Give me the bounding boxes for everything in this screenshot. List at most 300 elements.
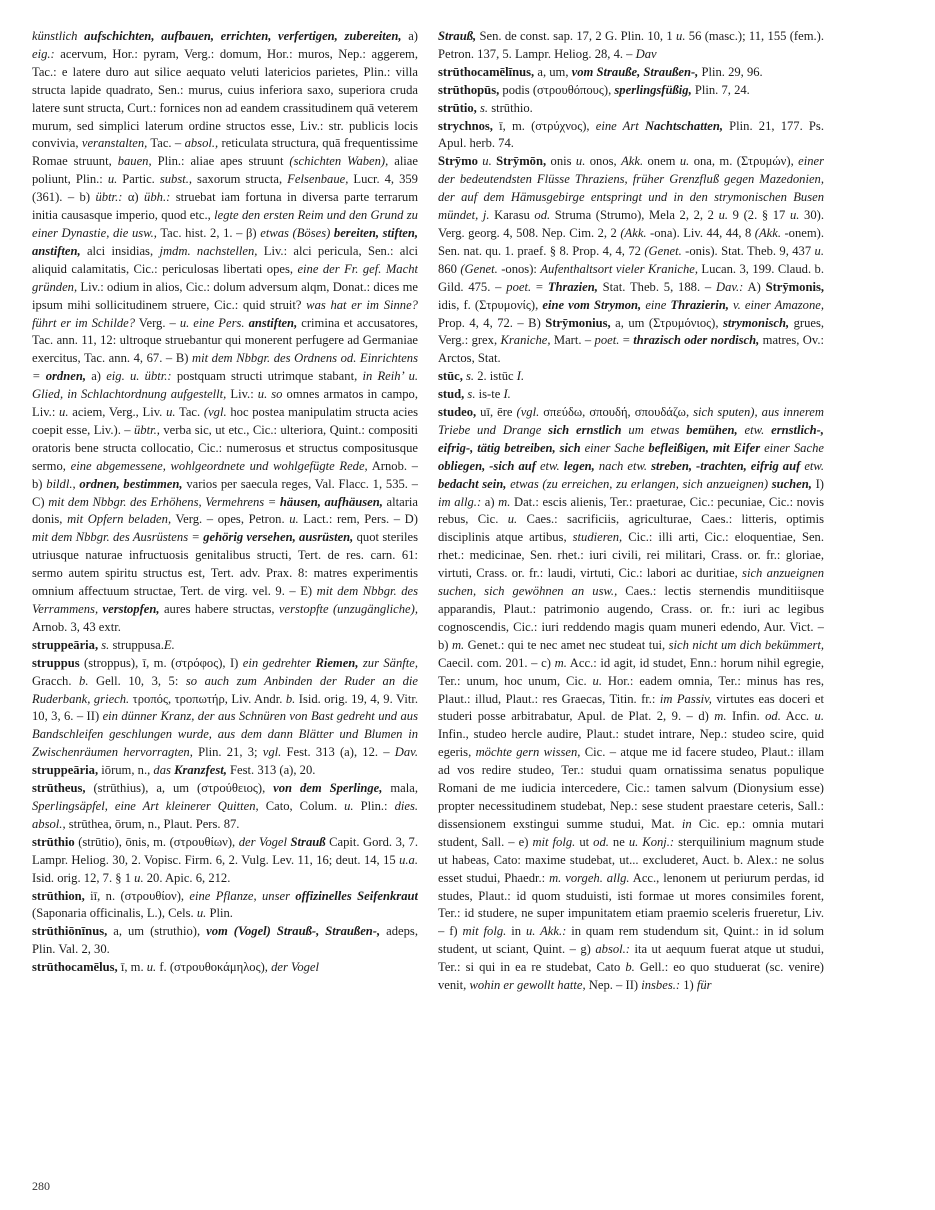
entry-text: Arnob. 3, 43 extr. — [32, 619, 121, 634]
entry-italic-text: m. — [714, 709, 727, 724]
entry-italic-text: u. — [134, 870, 144, 885]
entry-text: Verg. – — [135, 315, 180, 330]
entry-emphasis-text: strūtheus, — [32, 781, 86, 796]
entry-text: Lucan. 3, 199. Claud. b. Gild. 475. – — [438, 261, 824, 294]
entry-text: idis, f. (Στρυμονίς), — [438, 297, 543, 312]
entry-italic-text: u. — [289, 512, 299, 527]
entry-italic-text: u. — [482, 154, 492, 169]
entry-italic-text: s. — [467, 387, 476, 402]
entry-italic-text: u. — [507, 512, 518, 527]
entry-text: = — [619, 333, 634, 348]
entry-italic-text: u. — [146, 960, 157, 975]
entry-italic-text: im allg.: — [438, 494, 482, 509]
entry-text: Fest. 313 (a), 20. — [226, 763, 316, 778]
entry-italic-text: etw. — [539, 458, 560, 473]
entry-italic-text: nach etw. — [598, 458, 648, 473]
entry-italic-text: etwas (zu erreichen, zu erlangen, sich anzueignen) — [510, 476, 769, 491]
entry-italic-text: legte den ersten Reim und den Grund zu einer Dynastie, die usw., — [32, 208, 418, 240]
entry-italic-text: eine abgemessene, wohlgeordnete und wohlgefügte Rede, — [70, 458, 368, 473]
entry-emphasis-text: Strȳmōn, — [496, 154, 547, 169]
entry-emphasis-text: obliegen, -sich auf — [438, 458, 536, 473]
entry-text: Gell.: eo quo studuerat (sc. venire) venit, — [438, 960, 824, 993]
entry-italic-text: od. — [765, 709, 781, 724]
entry-emphasis-text: strūthion, — [32, 888, 85, 903]
entry-italic-text: eine Art — [595, 118, 639, 133]
entry-text: 20. Apic. 6, 212. — [143, 870, 231, 885]
entry-text: Liv.: alci pericula, Sen.: alci aliquid calamitatis, Cic.: periculosas libertati opes, — [32, 243, 418, 276]
entry-text: Tac. – — [147, 136, 185, 151]
entry-text: Lact.: rem, Pers. – D) — [298, 512, 418, 527]
entry-emphasis-text: eine vom Strymon, — [542, 297, 642, 312]
entry-text: A) — [743, 279, 766, 294]
entry-italic-text: absol.: — [595, 942, 630, 957]
entry-italic-text: u. — [679, 154, 690, 169]
entry-text: Liv.: odium in alios, Cic.: dolum adversum alqm, Donat.: dices me ipsum mihi sollicitudinem struere, Cic.: quid struit? — [32, 279, 418, 312]
entry-text: Caecil. com. 201. – c) — [438, 655, 555, 670]
entry-italic-text: u. — [166, 405, 176, 420]
entry-text: -onos): — [497, 261, 541, 276]
right-column — [438, 28, 824, 1172]
entry-text: Lucr. 4, 359 (361). – b) — [32, 172, 418, 205]
entry-italic-text: einer Sache — [764, 440, 824, 455]
entry-text: Caes.: sacrificiis, agriculturae, Caes.: litteris, optimis disciplinis atque artibus, — [438, 512, 824, 545]
entry-italic-text: s. — [101, 637, 110, 652]
entry-italic-text: u. — [575, 154, 586, 169]
entry-italic-text: so auch zum Anbinden der Ruder an die Ruderbank, griech. — [32, 673, 418, 706]
entry-italic-text: bildl., — [46, 476, 76, 491]
entry-text: a) — [481, 494, 499, 509]
dictionary-entry — [32, 959, 418, 977]
dictionary-entry — [32, 923, 418, 959]
entry-italic-text: absol., — [184, 136, 219, 151]
dictionary-entry — [32, 637, 418, 655]
entry-italic-text: Dav — [635, 46, 657, 61]
entry-text: Caes.: lectis sternendis munditiisque apparandis, Plaut.: patrimonio augendo, Crass. or. fr.: iuri ac legibus cognoscendis, Cic.: iuri reddendo magis quam muneri edendo, Aur. Vict. – b) — [438, 584, 824, 652]
entry-italic-text: u. — [789, 208, 800, 223]
entry-text: ut — [575, 834, 594, 849]
entry-text: σπεύδω, σπουδή, σπουδάζω, — [539, 405, 694, 420]
dictionary-entry — [438, 64, 824, 82]
entry-italic-text: eine der Fr. gef. Macht gründen, — [32, 261, 418, 294]
entry-emphasis-text: Kranzfest, — [174, 763, 227, 778]
entry-italic-text: sich anzueignen suchen, sich gewöhnen an usw., — [438, 566, 824, 599]
entry-italic-text: m. vorgeh. allg. — [549, 870, 630, 885]
entry-italic-text: E. — [163, 637, 175, 652]
entry-italic-text: m. — [498, 494, 511, 509]
dictionary-entry — [438, 404, 824, 995]
entry-italic-text: etw. — [804, 458, 824, 473]
entry-text: Tac. — [175, 405, 204, 420]
entry-text: Gracch. — [32, 673, 80, 688]
entry-text: varios per saecula reges, Val. Flacc. 1, 535. – C) — [32, 476, 418, 509]
entry-text: ona, m. (Στρυμών), — [689, 154, 799, 169]
entry-italic-text: etwas (Böses) — [260, 225, 331, 240]
entry-text: Tac. hist. 2, 1. – β) — [156, 225, 261, 240]
entry-emphasis-text: stūc, — [438, 369, 463, 384]
entry-italic-text: Akk. — [621, 154, 644, 169]
entry-italic-text: Dav.: — [715, 279, 744, 294]
entry-text: quot steriles utriusque naturae infructuosis genitalibus structi, Tert. de res. carn. 61: sermo autem spiritu structus est, Tert. adv. Prax. 8: matres experimentis omnium affectuum structae, Tert. de virg. vel. 9. – E) — [32, 530, 418, 599]
entry-emphasis-text: ernstlich-, eifrig-, tätig betreiben, sich — [438, 422, 824, 455]
entry-text: mala, — [382, 781, 418, 796]
entry-text: Acc.: id agit, id studet, Enn.: horum nihil egregie, Ter.: unum, hoc unum, Cic. — [438, 655, 824, 688]
entry-emphasis-text: aufschichten, aufbauen, errichten, verfertigen, zubereiten, — [84, 29, 402, 43]
entry-emphasis-text: bedacht sein, — [438, 476, 507, 491]
entry-italic-text: mit dem Nbbgr. des Ausrüstens = — [32, 530, 200, 545]
entry-text: onem — [643, 154, 680, 169]
entry-italic-text: u. — [718, 208, 729, 223]
entry-italic-text: u. eine Pers. — [179, 315, 245, 330]
entry-text: matres, Ov.: Arctos, Stat. — [438, 333, 824, 366]
entry-text: Capit. Gord. 3, 7. Lampr. Heliog. 30, 2. Vopisc. Firm. 6, 2. Vulg. Lev. 11, 16; deut. 14, 15 — [32, 834, 418, 867]
dictionary-entry — [438, 368, 824, 386]
entry-text: Gell. 10, 3, 5: — [88, 673, 186, 688]
entry-italic-text: eig. u. übtr.: — [106, 369, 172, 384]
entry-emphasis-text: strūtio, — [438, 100, 477, 115]
entry-italic-text: wohin er gewollt hatte, — [469, 978, 586, 993]
entry-italic-text: u. — [592, 673, 602, 688]
dictionary-entry — [438, 28, 824, 64]
entry-emphasis-text: strūthocamēlīnus, — [438, 64, 535, 79]
entry-text: iōrum, n., — [98, 763, 154, 778]
entry-italic-text: (Akk. — [754, 225, 781, 240]
entry-italic-text: Felsenbaue, — [287, 172, 349, 187]
entry-italic-text: m. — [451, 637, 465, 652]
dictionary-entry — [438, 118, 824, 154]
entry-emphasis-text: Strauß — [290, 834, 326, 849]
entry-italic-text: s. — [466, 369, 475, 384]
entry-text: -ona). Liv. 44, 44, 8 — [646, 225, 755, 240]
entry-italic-text: was hat er im Sinne? führt er im Schilde? — [32, 297, 418, 330]
entry-italic-text: u. — [814, 243, 824, 258]
entry-text: Prop. 4, 4, 72. – B) — [438, 315, 546, 330]
entry-text: Genet.: qui te nec amet nec studeat tui, — [464, 637, 669, 652]
entry-italic-text: u. — [196, 906, 207, 921]
entry-italic-text: (Genet. — [460, 261, 498, 276]
entry-text: Acc. — [780, 709, 815, 724]
entry-italic-text: (vgl. — [203, 405, 227, 420]
entry-italic-text: bauen, — [117, 154, 152, 169]
entry-emphasis-text: Thrazierin, — [670, 297, 729, 312]
entry-text: hoc postea manipulatim structa acies coepit esse, Liv.). – — [32, 405, 418, 437]
entry-italic-text: od. — [534, 208, 551, 223]
entry-text: Struma (Strumo), Mela 2, 2, 2 — [550, 208, 719, 223]
entry-emphasis-text: strymonisch, — [722, 315, 790, 330]
entry-text: Arnob. – b) — [32, 458, 418, 491]
entry-italic-text: b. — [625, 960, 635, 975]
entry-text: Karasu — [489, 208, 535, 223]
entry-italic-text: poet. — [594, 333, 620, 348]
entry-emphasis-text: vom (Vogel) Strauß-, Straußen-, — [206, 924, 381, 939]
entry-italic-text: im Passiv, — [659, 691, 712, 706]
entry-italic-text: eine — [645, 297, 667, 312]
entry-text: (Saponaria officinalis, L.), Cels. — [32, 906, 197, 921]
entry-italic-text: sich sputen), aus innerem Triebe und Drange — [438, 405, 824, 437]
entry-text: Infin. — [726, 709, 766, 724]
entry-italic-text: (Akk. — [620, 225, 647, 240]
entry-italic-text: um etwas — [628, 422, 680, 437]
entry-emphasis-text: Nachtschatten, — [644, 118, 723, 133]
entry-text: 9 (2. § 17 — [728, 208, 790, 223]
entry-text: omnes armatos in campo, Liv.: — [32, 387, 418, 420]
entry-text: strūthea, ōrum, n., Plaut. Pers. 87. — [65, 816, 240, 831]
entry-emphasis-text: verstopfen, — [102, 602, 160, 616]
entry-text: a, um (struthio), — [107, 924, 207, 939]
entry-text: reticulata structura, quā frequentissime Romae struunt, — [32, 136, 418, 169]
entry-text: Plin. 29, 96. — [698, 64, 763, 79]
entry-italic-text: Dav. — [394, 745, 418, 760]
entry-italic-text: v. einer Amazone, — [733, 297, 824, 312]
entry-italic-text: mit folg. — [532, 834, 576, 849]
entry-text: α) — [122, 190, 145, 205]
entry-italic-text: od. — [593, 834, 609, 849]
entry-text: verba sic, ut etc., Cic.: ulteriora, Quint.: compositi oratoris bene structa collocatio, Cic.: numerosus et structus compositusque sermo, — [32, 422, 418, 473]
entry-italic-text: subst., — [159, 172, 193, 187]
entry-text: in quam rem studendum sit, Quint.: in id solum student, ut sciant, Quint. – g) — [438, 924, 824, 957]
entry-text: 1) — [680, 978, 697, 993]
entry-italic-text: das — [153, 763, 171, 778]
entry-emphasis-text: Strauß, — [438, 29, 477, 43]
entry-text: onos, — [585, 154, 622, 169]
entry-text: Stat. Theb. 5, 188. – — [597, 279, 716, 294]
entry-emphasis-text: strychnos, — [438, 118, 493, 133]
entry-text: sterquilinium magnum stude ut habeas, Cato: maxime studebat, ut... excluderet, Auct. b. Alex.: ne solus esset studui, Phaedr.: — [438, 834, 824, 885]
entry-text: a, um (Στρυμόνιος), — [610, 315, 723, 330]
dictionary-entry — [32, 28, 418, 637]
entry-emphasis-text: Strȳmonius, — [545, 315, 611, 330]
entry-text: ita ut aequum fuerat atque ut studui, Ter.: si qui in ea re studebat, Cato — [438, 942, 824, 975]
dictionary-entry — [438, 153, 824, 368]
entry-emphasis-text: bereiten, stiften, anstiften, — [32, 225, 418, 258]
entry-emphasis-text: struppus — [32, 655, 80, 670]
entry-text: Infin., studeo hercle audire, Plaut.: studet intrare, Nep.: studeo scire, quid egeris, — [438, 727, 824, 760]
entry-text: (strūthius), a, um (στρούθειος), — [85, 781, 274, 796]
entry-italic-text: u. — [59, 405, 69, 420]
entry-italic-text: (vgl. — [516, 405, 540, 420]
entry-text: in — [506, 924, 526, 939]
entry-text: Cic. ep.: omnia mutari student, Sall. – e) — [438, 816, 824, 849]
entry-text: grues, Verg.: grex, — [438, 315, 824, 348]
entry-italic-text: b. — [79, 673, 89, 688]
entry-italic-text: einer Sache — [584, 440, 645, 455]
entry-text: aures habere structas, — [159, 602, 279, 616]
entry-text: Fest. 313 (a), 12. – — [281, 745, 395, 760]
entry-text: Cic. – atque me id facere studeo, Plaut.: illam ad vos redire studeo, Ter.: studui quam ornatissima senatus populique Romani de me iudicia intercedere, Cic.: tamen salvum (Dionysium esse) propter necessitudinem studebat, Nep.: sese student praestare ceteris, Sall.: dissensionem exstingui summe studui, Mat. — [438, 745, 824, 831]
entry-italic-text: (Genet. — [644, 243, 682, 258]
entry-text: 56 (masc.); 11, 155 (fem.). Petron. 137, 5. Lampr. Heliog. 28, 4. – — [438, 29, 824, 61]
entry-italic-text: veranstalten, — [81, 136, 148, 151]
entry-text: Partic. — [117, 172, 160, 187]
entry-italic-text: u. — [814, 709, 824, 724]
entry-italic-text: in Reih’ u. Glied, in Schlachtordnung aufgestellt, — [32, 369, 418, 402]
entry-text: postquam structi utrimque stabant, — [171, 369, 363, 384]
entry-text: Cic.: illi arti, Cic.: eloquentiae, Sen. rhet.: medicinae, Sen. rhet.: iuri civili, rei militari, Crass. or. fr.: gloriae, virtuti, Crass. or. fr.: laudi, virtuti, Cic.: labori ac duritiae, — [438, 530, 824, 581]
dictionary-entry — [32, 834, 418, 888]
entry-italic-text: verstopfte (unzugängliche), — [278, 602, 418, 616]
left-column — [32, 28, 418, 1172]
entry-italic-text: Aufenthaltsort vieler Kraniche, — [540, 261, 698, 276]
entry-italic-text: vgl. — [262, 745, 282, 760]
entry-emphasis-text: sich ernstlich — [548, 422, 622, 437]
entry-italic-text: u. — [344, 798, 354, 813]
entry-emphasis-text: bemühen, — [686, 422, 738, 437]
entry-italic-text: (schichten Waben), — [289, 154, 389, 169]
entry-text: (strūtio), ōnis, m. (στρουθίων), — [74, 834, 239, 849]
entry-text: Hor.: eadem omnia, Ter.: minus has res, Plaut.: illud, Plaut.: res Graecas, Titin. fr.: — [438, 673, 824, 706]
entry-italic-text: m. — [554, 655, 567, 670]
entry-text: aciem, Verg., Liv. — [68, 405, 167, 420]
entry-italic-text: sich nicht um dich bekümmert, — [668, 637, 824, 652]
entry-italic-text: eine Pflanze, unser — [189, 888, 290, 903]
entry-text: Plin. 7, 24. — [691, 82, 750, 97]
entry-italic-text: I. — [516, 369, 525, 384]
entry-text: Plin. — [206, 906, 233, 921]
entry-emphasis-text: Thrazien, — [547, 279, 598, 294]
entry-text: 30). Verg. georg. 4, 508. Nep. Cim. 2, 2 — [438, 208, 824, 240]
entry-italic-text: möchte gern wissen, — [475, 745, 581, 760]
entry-italic-text: mit dem Nbbgr. des Erhöhens, Vermehrens = — [48, 494, 277, 509]
entry-emphasis-text: befleißigen, mit Eifer — [648, 440, 761, 455]
entry-text: Verg. – opes, Petron. — [171, 512, 290, 527]
entry-emphasis-text: strūthocamēlus, — [32, 960, 118, 975]
entry-text: Mart. – — [550, 333, 595, 348]
entry-italic-text: einer der bedeutendsten Flüsse Thraziens, früher Grenzfluß gegen Mazedonien, der auf dem Hämusgebirge entspringt und in den strymonischen Busen mündet, j. — [438, 154, 824, 223]
entry-emphasis-text: ordnen, — [45, 369, 86, 384]
entry-text: strūthio. — [488, 100, 533, 115]
entry-text: ne — [608, 834, 629, 849]
dictionary-entry — [438, 386, 824, 404]
entry-text: Plin. 21, 177. Ps. Apul. herb. 74. — [438, 118, 824, 151]
entry-text: Plin. 21, 3; — [192, 745, 263, 760]
entry-emphasis-text: suchen, — [771, 476, 812, 491]
entry-italic-text: übtr., — [134, 422, 160, 437]
entry-italic-text: für — [696, 978, 712, 993]
entry-emphasis-text: ordnen, bestimmen, — [79, 476, 183, 491]
entry-emphasis-text: strūthio — [32, 834, 75, 849]
entry-emphasis-text: Strȳmonis, — [765, 279, 824, 294]
entry-emphasis-text: gehörig versehen, ausrüsten, — [203, 530, 354, 545]
entry-italic-text: mit folg. — [462, 924, 507, 939]
entry-text: a) — [401, 29, 418, 43]
entry-emphasis-text: struppeāria, — [32, 637, 99, 652]
dictionary-entry — [438, 100, 824, 118]
entry-italic-text: ein gedrehter — [242, 655, 312, 670]
entry-italic-text: der Vogel — [271, 960, 320, 975]
entry-text: Nep. – II) — [585, 978, 642, 993]
entry-emphasis-text: anstiften, — [248, 315, 298, 330]
entry-emphasis-text: sperlingsfüßig, — [614, 82, 692, 97]
entry-italic-text: übh.: — [144, 190, 171, 205]
entry-italic-text: u. so — [257, 387, 283, 402]
entry-text: a) — [85, 369, 107, 384]
entry-emphasis-text: vom Strauße, Straußen-, — [571, 64, 699, 79]
entry-text: Cato, Colum. — [258, 798, 345, 813]
entry-emphasis-text: offizinelles Seifenkraut — [295, 888, 418, 903]
page-number: 280 — [32, 1179, 50, 1193]
entry-text: I) — [811, 476, 824, 491]
entry-italic-text: eig.: — [32, 46, 55, 61]
entry-italic-text: b. — [285, 691, 296, 706]
entry-text: Isid. orig. 19, 4, 9. Vitr. 10, 3, 6. – II) — [32, 691, 418, 724]
entry-italic-text: u. Konj.: — [628, 834, 675, 849]
entry-italic-text: mit Opfern beladen, — [67, 512, 172, 527]
entry-text: Isid. orig. 12, 7. § 1 — [32, 870, 135, 885]
entry-text: adeps, Plin. Val. 2, 30. — [32, 924, 418, 957]
entry-italic-text: der Vogel — [238, 834, 288, 849]
entry-text: -onis). Stat. Theb. 9, 437 — [681, 243, 815, 258]
dictionary-entry — [438, 82, 824, 100]
entry-italic-text: poet. — [506, 279, 532, 294]
entry-text: Plin.: — [353, 798, 395, 813]
entry-italic-text: künstlich — [32, 29, 85, 43]
entry-text: f. (στρουθοκάμηλος), — [156, 960, 272, 975]
entry-emphasis-text: stud, — [438, 387, 465, 402]
entry-italic-text: insbes.: — [641, 978, 681, 993]
entry-text: -onem). Sen. nat. qu. 1. praef. § 8. Prop. 4, 4, 72 — [438, 225, 824, 258]
entry-italic-text: s. — [479, 100, 489, 115]
entry-text: virtutes eas doceri et studeri posse arbitrabatur, Apul. de Plat. 2, 9. – d) — [438, 691, 824, 724]
dictionary-entry — [32, 655, 418, 780]
entry-italic-text: Kraniche, — [500, 333, 551, 348]
entry-text: τροπός, τροπωτήρ, Liv. Andr. — [129, 691, 286, 706]
dictionary-entry — [32, 888, 418, 924]
entry-italic-text: u. — [676, 29, 686, 43]
entry-text: is-te — [475, 387, 504, 402]
entry-italic-text: u. Akk.: — [525, 924, 567, 939]
entry-emphasis-text: von dem Sperlinge, — [273, 781, 383, 796]
entry-italic-text: zur Sänfte, — [362, 655, 418, 670]
entry-italic-text: studieren, — [572, 530, 623, 545]
entry-text: iī, n. (στρουθίον), — [84, 888, 190, 903]
entry-text: saxorum structa, — [192, 172, 288, 187]
entry-text: struebat iam fortuna in diversa parte terrarum initia causasque imperio, quod etc., — [32, 190, 418, 223]
entry-text: Liv.: — [226, 387, 258, 402]
entry-text: aliae poliunt, Plin.: — [32, 154, 418, 187]
entry-italic-text: u. — [107, 172, 118, 187]
entry-emphasis-text: Riemen, — [315, 655, 359, 670]
entry-text: Dat.: escis alienis, Ter.: praeturae, Cic.: pecuniae, Cic.: novis rebus, Cic. — [438, 494, 824, 527]
entry-text: Acc., lenonem ut periurum perdas, id studes, Plaut.: id quom studuisti, isti formae ut mores consimiles forent, Ter.: id studere, ne super impunitatem etiam praemio sceleris frueretur, Liv. – f) — [438, 870, 824, 939]
entry-emphasis-text: studeo, — [438, 405, 477, 420]
entry-text: a, um, — [534, 64, 572, 79]
entry-text: acervum, Hor.: pyram, Verg.: domum, Hor.: muros, Nep.: aggerem, Tac.: e latere duro aut silice aequato veluti latericios parietes, Plin.: villa structa lapide quadrato, Sen.: murus, cuius inferiora saxo, superiora cruda latere sunt structa, Curt.: fornices non ad eandem crassitudinem quā veterem murum, sed simplici laterum ordine structos esse, Liv.: str. publicis locis convivia, — [32, 46, 418, 151]
entry-italic-text: ein dünner Kranz, der aus Schnüren von Bast gedreht und aus Bandschleifen geschlungen wurde, aus dem dann Blätter und Blumen in Zwischenräumen hervorragten, — [32, 709, 418, 760]
entry-italic-text: mit dem Nbbgr. des Verrammens, — [32, 584, 418, 616]
entry-text: struppusa. — [109, 637, 164, 652]
entry-text: 2. istūc — [474, 369, 517, 384]
entry-text: onis — [546, 154, 576, 169]
entry-italic-text: jmdm. nachstellen, — [159, 243, 258, 258]
entry-emphasis-text: häusen, aufhäusen, — [279, 494, 383, 509]
dictionary-entry — [32, 780, 418, 834]
entry-text: altaria donis, — [32, 494, 418, 527]
entry-text: 860 — [438, 261, 461, 276]
entry-italic-text: in — [681, 816, 692, 831]
entry-emphasis-text: strūthiōnīnus, — [32, 924, 108, 939]
entry-text: = — [531, 279, 548, 294]
entry-emphasis-text: strūthopūs, — [438, 82, 500, 97]
entry-italic-text: etw. — [744, 422, 765, 437]
entry-italic-text: Sperlingsäpfel, eine Art kleinerer Quitten, — [32, 798, 259, 813]
entry-italic-text: u.a. — [399, 852, 418, 867]
entry-emphasis-text: legen, — [563, 458, 595, 473]
entry-text — [738, 423, 745, 437]
entry-emphasis-text: struppeāria, — [32, 763, 99, 778]
entry-text: uī, ēre — [476, 405, 517, 420]
entry-text: ī, m. (στρύχνος), — [492, 118, 596, 133]
entry-text: crimina et accusatores, Tac. ann. 11, 12: ultroque struebantur qui monerent perfugere ad Germaniae exercitus, Tac. ann. 4, 67. – B) — [32, 315, 418, 366]
entry-italic-text: I. — [503, 387, 511, 402]
